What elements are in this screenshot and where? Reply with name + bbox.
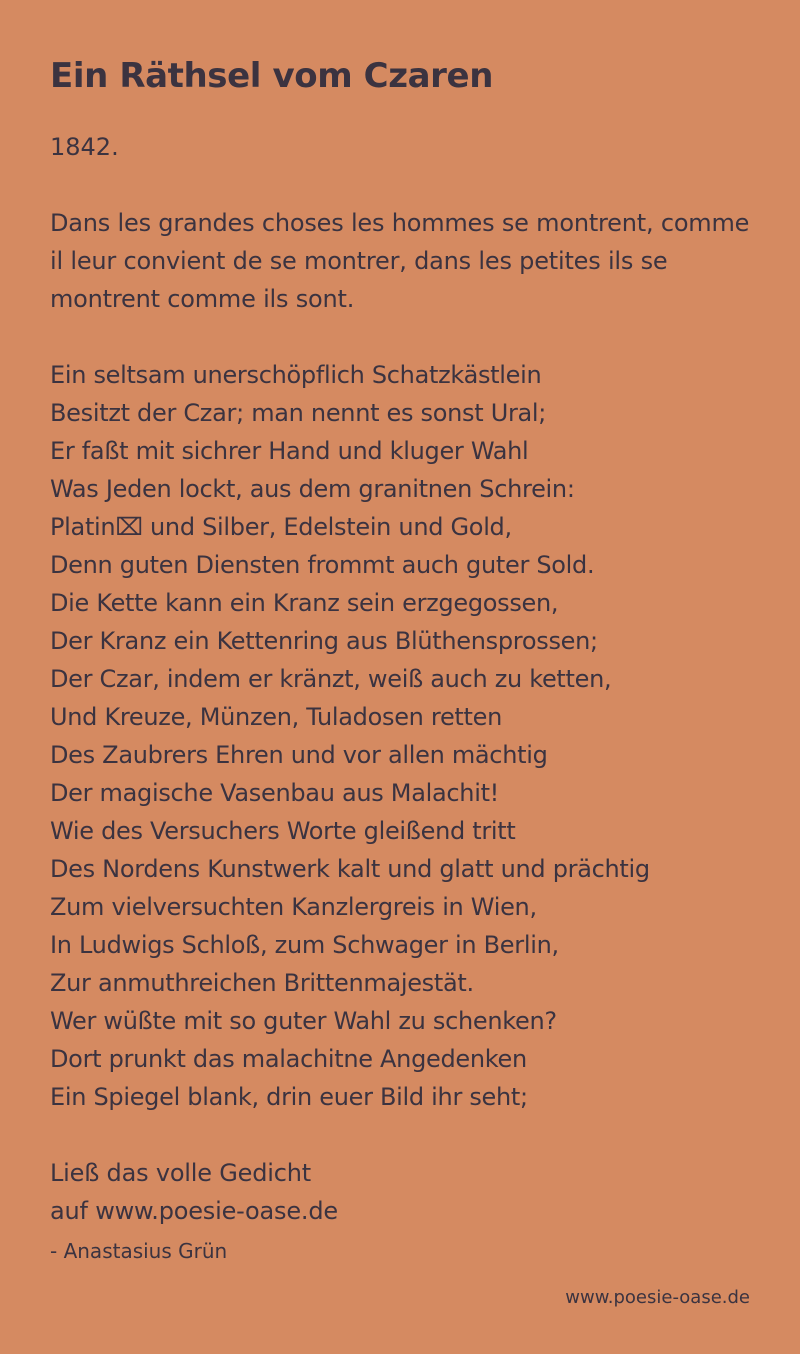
poem-line: Wer wüßte mit so guter Wahl zu schenken? bbox=[50, 1007, 557, 1035]
poem-line: Ein Spiegel blank, drin euer Bild ihr seht; bbox=[50, 1083, 528, 1111]
read-more-url: auf www.poesie-oase.de bbox=[50, 1197, 338, 1225]
poem-line: Des Zaubrers Ehren und vor allen mächtig bbox=[50, 741, 548, 769]
poem-line: Der Kranz ein Kettenring aus Blüthensprossen; bbox=[50, 627, 598, 655]
read-more-line: Ließ das volle Gedicht bbox=[50, 1159, 311, 1187]
read-more-note bbox=[50, 1154, 760, 1230]
poem-title: Ein Räthsel vom Czaren bbox=[50, 56, 493, 96]
poem-line: Zum vielversuchten Kanzlergreis in Wien, bbox=[50, 893, 537, 921]
poem-line: Was Jeden lockt, aus dem granitnen Schrein: bbox=[50, 475, 575, 503]
poem-line: Zur anmuthreichen Brittenmajestät. bbox=[50, 969, 474, 997]
poem-body bbox=[50, 356, 760, 1116]
poem-line: Wie des Versuchers Worte gleißend tritt bbox=[50, 817, 516, 845]
poem-line: In Ludwigs Schloß, zum Schwager in Berlin, bbox=[50, 931, 559, 959]
poem-line: Der Czar, indem er kränzt, weiß auch zu ketten, bbox=[50, 665, 612, 693]
poem-line: Des Nordens Kunstwerk kalt und glatt und prächtig bbox=[50, 855, 650, 883]
poem-line: Platin⌧ und Silber, Edelstein und Gold, bbox=[50, 513, 512, 541]
poem-line: Ein seltsam unerschöpflich Schatzkästlein bbox=[50, 361, 542, 389]
footer-url: www.poesie-oase.de bbox=[565, 1287, 750, 1308]
epigraph: Dans les grandes choses les hommes se montrent, comme il leur convient de se montrer, dans les petites ils se montrent comme ils sont. bbox=[50, 209, 750, 313]
poem-line: Denn guten Diensten frommt auch guter Sold. bbox=[50, 551, 595, 579]
poem-line: Besitzt der Czar; man nennt es sonst Ural; bbox=[50, 399, 547, 427]
poem-card bbox=[50, 52, 760, 1266]
poem-line: Der magische Vasenbau aus Malachit! bbox=[50, 779, 500, 807]
poem-line: Und Kreuze, Münzen, Tuladosen retten bbox=[50, 703, 503, 731]
poem-line: Dort prunkt das malachitne Angedenken bbox=[50, 1045, 527, 1073]
poem-line: Die Kette kann ein Kranz sein erzgegossen, bbox=[50, 589, 559, 617]
poem-date: 1842. bbox=[50, 133, 119, 161]
poem-author: - Anastasius Grün bbox=[50, 1239, 228, 1263]
poem-line: Er faßt mit sichrer Hand und kluger Wahl bbox=[50, 437, 529, 465]
